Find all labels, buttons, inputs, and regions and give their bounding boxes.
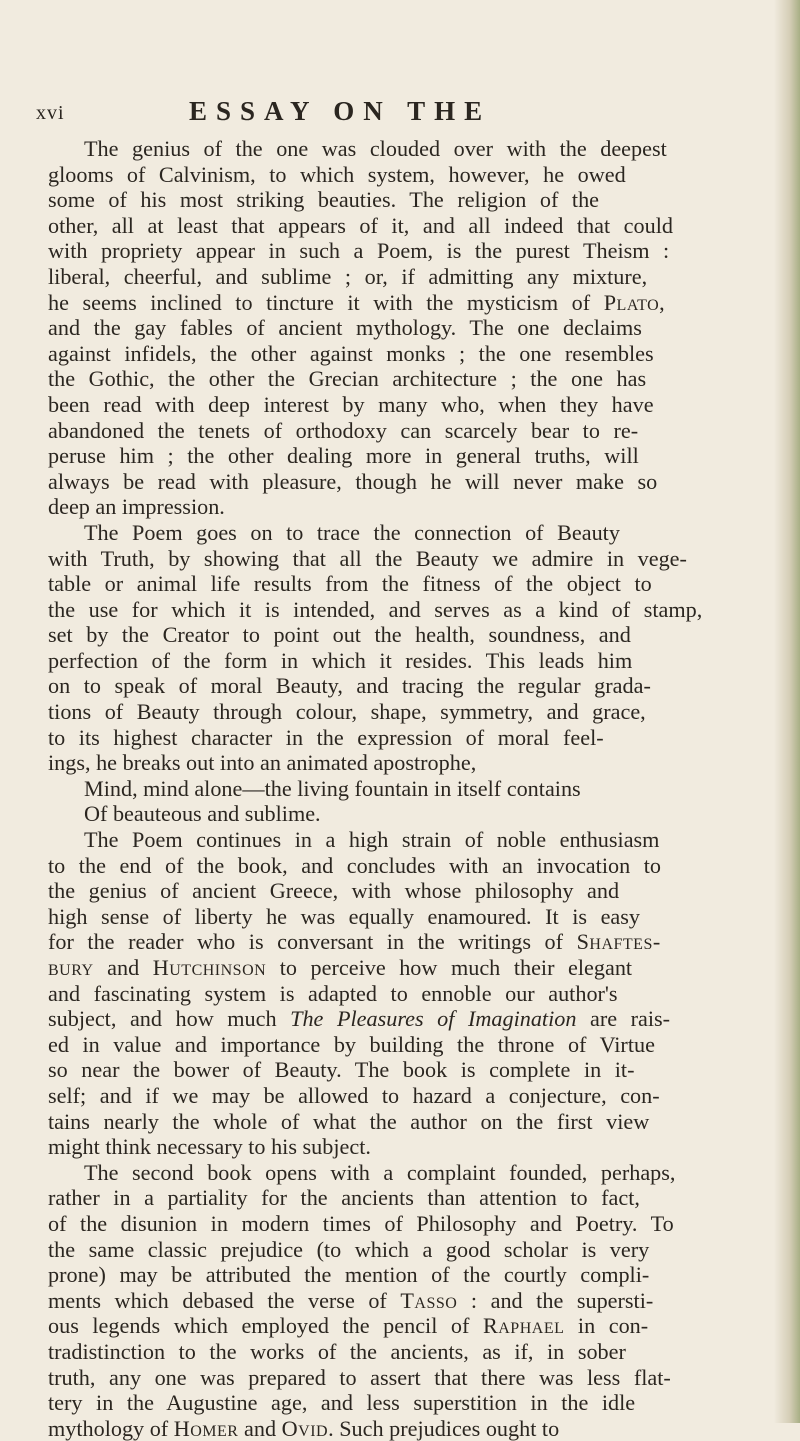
text-line: [48, 546, 754, 572]
text-line: [48, 366, 754, 392]
small-caps-name: Tasso: [400, 1287, 458, 1313]
text-segment: on to speak of moral Beauty, and tracing the regular grada-: [48, 673, 651, 699]
text-line: [48, 341, 754, 367]
text-segment: are rais-: [576, 1006, 671, 1032]
text-segment: and fascinating system is adapted to ennoble our author's: [48, 980, 618, 1006]
text-segment: mythology of: [48, 1415, 174, 1441]
text-line: [48, 673, 754, 699]
text-line: [48, 1262, 754, 1288]
text-segment: perfection of the form in which it resides. This leads him: [48, 647, 633, 673]
text-segment: the use for which it is intended, and serves as a kind of stamp,: [48, 596, 703, 622]
text-segment: table or animal life results from the fitness of the object to: [48, 571, 652, 597]
text-segment: some of his most striking beauties. The religion of the: [48, 187, 600, 213]
text-segment: ings, he breaks out into an animated apostrophe,: [48, 750, 477, 776]
text-segment: glooms of Calvinism, to which system, however, he owed: [48, 161, 626, 187]
running-head: ESSAY ON THE: [189, 96, 492, 126]
text-line: [48, 622, 754, 648]
text-line: [48, 929, 754, 955]
text-segment: peruse him ; the other dealing more in general truths, will: [48, 443, 639, 469]
text-line: [48, 827, 754, 853]
text-line: [48, 1134, 754, 1160]
text-segment: the Gothic, the other the Grecian architecture ; the one has: [48, 366, 647, 392]
text-segment: truth, any one was prepared to assert that there was less flat-: [48, 1364, 671, 1390]
text-segment: set by the Creator to point out the health, soundness, and: [48, 622, 631, 648]
text-segment: Mind, mind alone—the living fountain in itself contains: [84, 775, 581, 801]
text-line: [48, 494, 754, 520]
text-segment: so near the bower of Beauty. The book is complete in it-: [48, 1057, 635, 1083]
italic-title: The Pleasures of Imagination: [290, 1006, 577, 1032]
text-line: [48, 955, 754, 981]
text-line: [48, 878, 754, 904]
text-line: [48, 699, 754, 725]
text-line: [48, 1006, 754, 1032]
text-line: [48, 1211, 754, 1237]
text-segment: and: [93, 955, 153, 980]
text-line: [48, 392, 754, 418]
text-segment: . Such prejudices ought to: [328, 1415, 560, 1441]
text-line: [48, 187, 754, 213]
text-segment: Of beauteous and sublime.: [84, 801, 321, 827]
text-segment: self; and if we may be allowed to hazard a conjecture, con-: [48, 1082, 660, 1108]
text-line: [48, 290, 754, 316]
text-segment: other, all at least that appears of it, and all indeed that could: [48, 212, 673, 238]
text-segment: with propriety appear in such a Poem, is the purest Theism :: [48, 238, 670, 264]
text-line: [48, 750, 754, 776]
small-caps-name: Plato,: [603, 289, 666, 315]
text-line: [48, 981, 754, 1007]
text-segment: might think necessary to his subject.: [48, 1134, 371, 1160]
text-line: [48, 520, 754, 546]
text-line: [48, 1057, 754, 1083]
small-caps-name: Homer: [173, 1415, 239, 1441]
text-line: [48, 1288, 754, 1314]
text-line: [48, 1160, 754, 1186]
text-line: [48, 238, 754, 264]
text-line: [48, 801, 754, 827]
text-line: [48, 1416, 754, 1441]
text-segment: prone) may be attributed the mention of the courtly compli-: [48, 1262, 650, 1288]
text-segment: ous legends which employed the pencil of: [48, 1313, 483, 1339]
text-segment: to perceive how much their elegant: [266, 955, 633, 980]
small-caps-name: bury: [48, 955, 94, 980]
page-number: xvi: [36, 102, 65, 124]
text-line: [48, 213, 754, 239]
text-segment: of the disunion in modern times of Philosophy and Poetry. To: [48, 1210, 674, 1236]
text-line: [48, 1237, 754, 1263]
page-edge-shadow: [774, 0, 800, 1423]
text-segment: tery in the Augustine age, and less superstition in the idle: [48, 1390, 636, 1416]
text-line: [48, 725, 754, 751]
text-segment: The Poem continues in a high strain of noble enthusiasm: [84, 827, 660, 853]
text-segment: for the reader who is conversant in the writings of: [48, 929, 577, 955]
page-header: [36, 96, 736, 128]
text-line: [48, 469, 754, 495]
text-line: [48, 162, 754, 188]
body-text: [48, 136, 754, 1441]
text-segment: to its highest character in the expression of moral feel-: [48, 724, 604, 750]
text-line: [48, 136, 754, 162]
text-segment: liberal, cheerful, and sublime ; or, if admitting any mixture,: [48, 263, 648, 289]
text-line: [48, 1083, 754, 1109]
text-segment: tains nearly the whole of what the author on the first view: [48, 1108, 650, 1134]
text-segment: subject, and how much: [48, 1006, 291, 1032]
text-line: [48, 1365, 754, 1391]
text-segment: The Poem goes on to trace the connection of Beauty: [84, 519, 620, 545]
text-line: [48, 1109, 754, 1135]
text-line: [48, 597, 754, 623]
text-segment: ments which debased the verse of: [48, 1287, 401, 1313]
text-line: [48, 315, 754, 341]
text-segment: against infidels, the other against monks ; the one resembles: [48, 340, 654, 366]
text-segment: he seems inclined to tincture it with the mysticism of: [48, 289, 604, 315]
text-line: [48, 904, 754, 930]
text-segment: deep an impression.: [48, 494, 225, 520]
text-line: [48, 418, 754, 444]
text-line: [48, 1032, 754, 1058]
text-segment: been read with deep interest by many who, when they have: [48, 391, 654, 417]
text-line: [48, 1390, 754, 1416]
text-segment: always be read with pleasure, though he will never make so: [48, 468, 658, 494]
small-caps-name: Hutchinson: [152, 955, 267, 980]
text-line: [48, 1185, 754, 1211]
text-line: [48, 571, 754, 597]
text-segment: The second book opens with a complaint founded, perhaps,: [84, 1159, 676, 1185]
text-segment: abandoned the tenets of orthodoxy can scarcely bear to re-: [48, 417, 639, 443]
text-segment: in con-: [564, 1313, 649, 1339]
text-segment: to the end of the book, and concludes with an invocation to: [48, 852, 661, 878]
small-caps-name: Raphael: [482, 1313, 565, 1339]
text-segment: rather in a partiality for the ancients than attention to fact,: [48, 1185, 640, 1211]
small-caps-name: Shaftes-: [576, 929, 661, 955]
text-segment: high sense of liberty he was equally enamoured. It is easy: [48, 903, 641, 929]
text-segment: ed in value and importance by building the throne of Virtue: [48, 1031, 655, 1057]
text-segment: and the gay fables of ancient mythology. The one declaims: [48, 315, 642, 341]
text-segment: : and the supersti-: [457, 1287, 654, 1313]
text-line: [48, 443, 754, 469]
text-line: [48, 264, 754, 290]
text-line: [48, 776, 754, 802]
text-segment: and: [238, 1415, 282, 1441]
text-line: [48, 853, 754, 879]
text-segment: tions of Beauty through colour, shape, symmetry, and grace,: [48, 699, 646, 725]
text-segment: The genius of the one was clouded over with the deepest: [84, 136, 667, 161]
text-segment: the genius of ancient Greece, with whose philosophy and: [48, 878, 620, 904]
small-caps-name: Ovid: [281, 1415, 329, 1441]
text-line: [48, 648, 754, 674]
text-line: [48, 1313, 754, 1339]
text-segment: the same classic prejudice (to which a good scholar is very: [48, 1236, 650, 1262]
text-line: [48, 1339, 754, 1365]
text-segment: tradistinction to the works of the ancients, as if, in sober: [48, 1338, 626, 1364]
text-segment: with Truth, by showing that all the Beauty we admire in vege-: [48, 545, 687, 571]
